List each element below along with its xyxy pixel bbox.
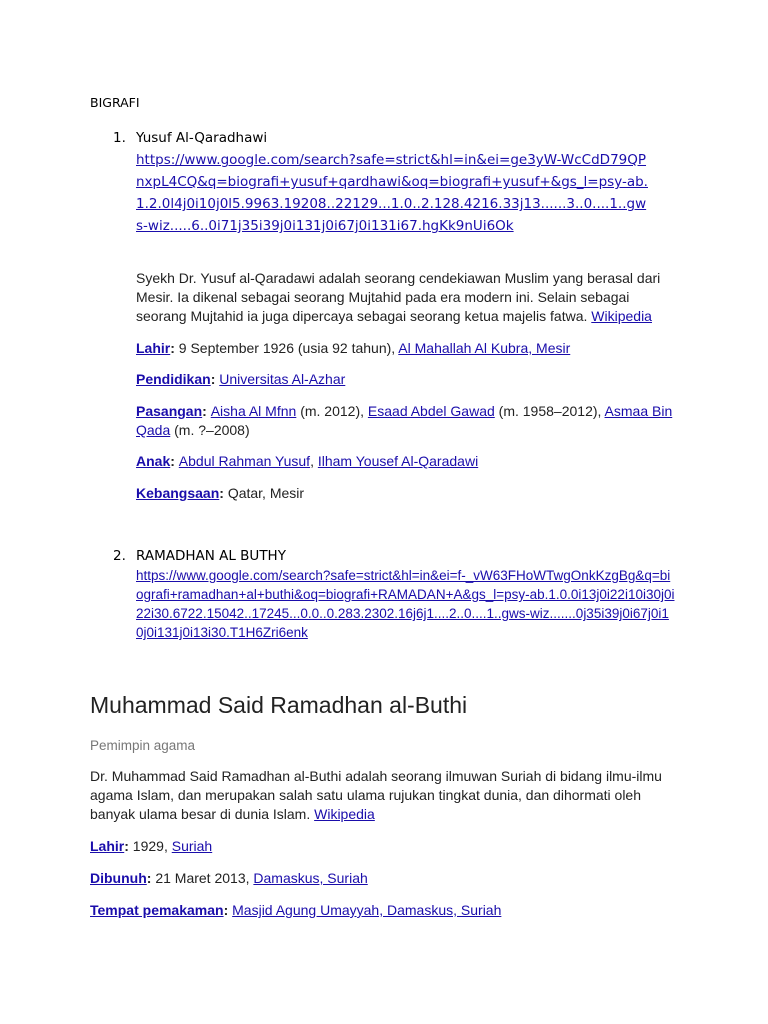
item-1-url-link[interactable]: https://www.google.com/search?safe=strict&hl=in&ei=ge3yW-WcCdD79QPnxpL4CQ&q=biografi+yusuf+qardhawi&oq=biografi+yusuf+&gs_l=psy-ab.1.2.0l4j0i10j0l5.9963.19208..22129...1.0..2.128.4216.33j13......3..0....1..gws-wiz.....6..0i71j35i39j0i131j0i67j0i131i67.hgKk9nUi6Ok [136, 152, 648, 234]
fact-pasangan: Pasangan: Aisha Al Mfnn (m. 2012), Esaad Abdel Gawad (m. 1958–2012), Asmaa Bin Qada (m. ?–2008) [136, 403, 673, 438]
anak-link-2[interactable]: Ilham Yousef Al-Qaradawi [317, 453, 479, 469]
pasangan-link-1[interactable]: Aisha Al Mfnn [210, 403, 297, 419]
item-2-url-link[interactable]: https://www.google.com/search?safe=strict&hl=in&ei=f-_vW63FHoWTwgOnkKzgBg&q=biografi+ramadhan+al+buthi&oq=biografi+RAMADAN+A&gs_l=psy-ab.1.0.0i13j0i22i10i30j0i22i30.6722.15042..17245...0.0..0.283.2302.16j6j1....2..0....1..gws-wiz.......0j35i39j0i67j0i10j0i131j0i13i30.T1H6Zri6enk [136, 568, 675, 640]
buthi-title: Muhammad Said Ramadhan al-Buthi [90, 692, 468, 718]
item-2-title: RAMADHAN AL BUTHY [136, 548, 286, 564]
buthi-fact-dibunuh: Dibunuh: 21 Maret 2013, Damaskus, Suriah [90, 870, 368, 886]
kebangsaan-label[interactable]: Kebangsaan [136, 485, 220, 501]
anak-label[interactable]: Anak [136, 453, 171, 469]
pasangan-text-3: (m. ?–2008) [170, 422, 250, 438]
item-1-description-block [136, 269, 681, 326]
buthi-makam-label[interactable]: Tempat pemakaman [90, 902, 224, 918]
item-1-facts [136, 339, 681, 503]
buthi-dibunuh-value: 21 Maret 2013, [155, 870, 254, 886]
fact-anak: Anak: Abdul Rahman Yusuf, Ilham Yousef Al-Qaradawi [136, 453, 479, 469]
buthi-description-block [90, 767, 670, 824]
pasangan-text-2: (m. 1958–2012), [494, 403, 605, 419]
item-2-search-url [136, 566, 676, 642]
lahir-label[interactable]: Lahir [136, 340, 171, 356]
buthi-fact-makam: Tempat pemakaman: Masjid Agung Umayyah, Damaskus, Suriah [90, 902, 502, 918]
pendidikan-label[interactable]: Pendidikan [136, 371, 211, 387]
pasangan-link-3[interactable]: Asmaa Bin Qada [136, 403, 673, 438]
anak-separator: , [310, 453, 318, 469]
item-1-search-url [136, 149, 651, 237]
lahir-value: 9 September 1926 (usia 92 tahun), [178, 340, 399, 356]
document-heading: BIGRAFI [90, 95, 140, 110]
item-1-description: Syekh Dr. Yusuf al-Qaradawi adalah seorang cendekiawan Muslim yang berasal dari Mesir. Ia dikenal sebagai seorang Mujtahid pada era modern ini. Selain sebagai seorang Mujtahid ia juga dipercaya sebagai seorang ketua majelis fatwa. [136, 270, 661, 324]
buthi-dibunuh-link[interactable]: Damaskus, Suriah [253, 870, 368, 886]
buthi-description: Dr. Muhammad Said Ramadhan al-Buthi adalah seorang ilmuwan Suriah di bidang ilmu-ilmu agama Islam, dan merupakan salah satu ulama rujukan tingkat dunia, dan dihormati oleh banyak ulama besar di dunia Islam. [90, 768, 662, 822]
pasangan-link-2[interactable]: Esaad Abdel Gawad [367, 403, 495, 419]
kebangsaan-value: Qatar, Mesir [227, 485, 305, 501]
buthi-wikipedia-link[interactable]: Wikipedia [314, 806, 375, 822]
buthi-lahir-value: 1929, [132, 838, 172, 854]
list-number-1: 1. [113, 130, 126, 146]
item-1-title: Yusuf Al-Qaradhawi [136, 130, 268, 146]
lahir-place-link[interactable]: Al Mahallah Al Kubra, Mesir [398, 340, 571, 356]
pendidikan-link[interactable]: Universitas Al-Azhar [219, 371, 346, 387]
item-1-wikipedia-link[interactable]: Wikipedia [591, 308, 652, 324]
fact-pendidikan: Pendidikan: Universitas Al-Azhar [136, 371, 346, 387]
buthi-makam-link[interactable]: Masjid Agung Umayyah, Damaskus, Suriah [232, 902, 502, 918]
pasangan-text-1: (m. 2012), [296, 403, 368, 419]
list-number-2: 2. [113, 548, 126, 564]
buthi-fact-lahir: Lahir: 1929, Suriah [90, 838, 213, 854]
fact-lahir: Lahir: 9 September 1926 (usia 92 tahun), Al Mahallah Al Kubra, Mesir [136, 340, 571, 356]
buthi-lahir-link[interactable]: Suriah [171, 838, 213, 854]
pasangan-label[interactable]: Pasangan [136, 403, 203, 419]
buthi-facts [90, 837, 670, 920]
fact-kebangsaan: Kebangsaan: Qatar, Mesir [136, 485, 305, 501]
buthi-subtitle: Pemimpin agama [90, 738, 196, 753]
buthi-dibunuh-label[interactable]: Dibunuh [90, 870, 147, 886]
anak-link-1[interactable]: Abdul Rahman Yusuf [178, 453, 311, 469]
buthi-lahir-label[interactable]: Lahir [90, 838, 125, 854]
